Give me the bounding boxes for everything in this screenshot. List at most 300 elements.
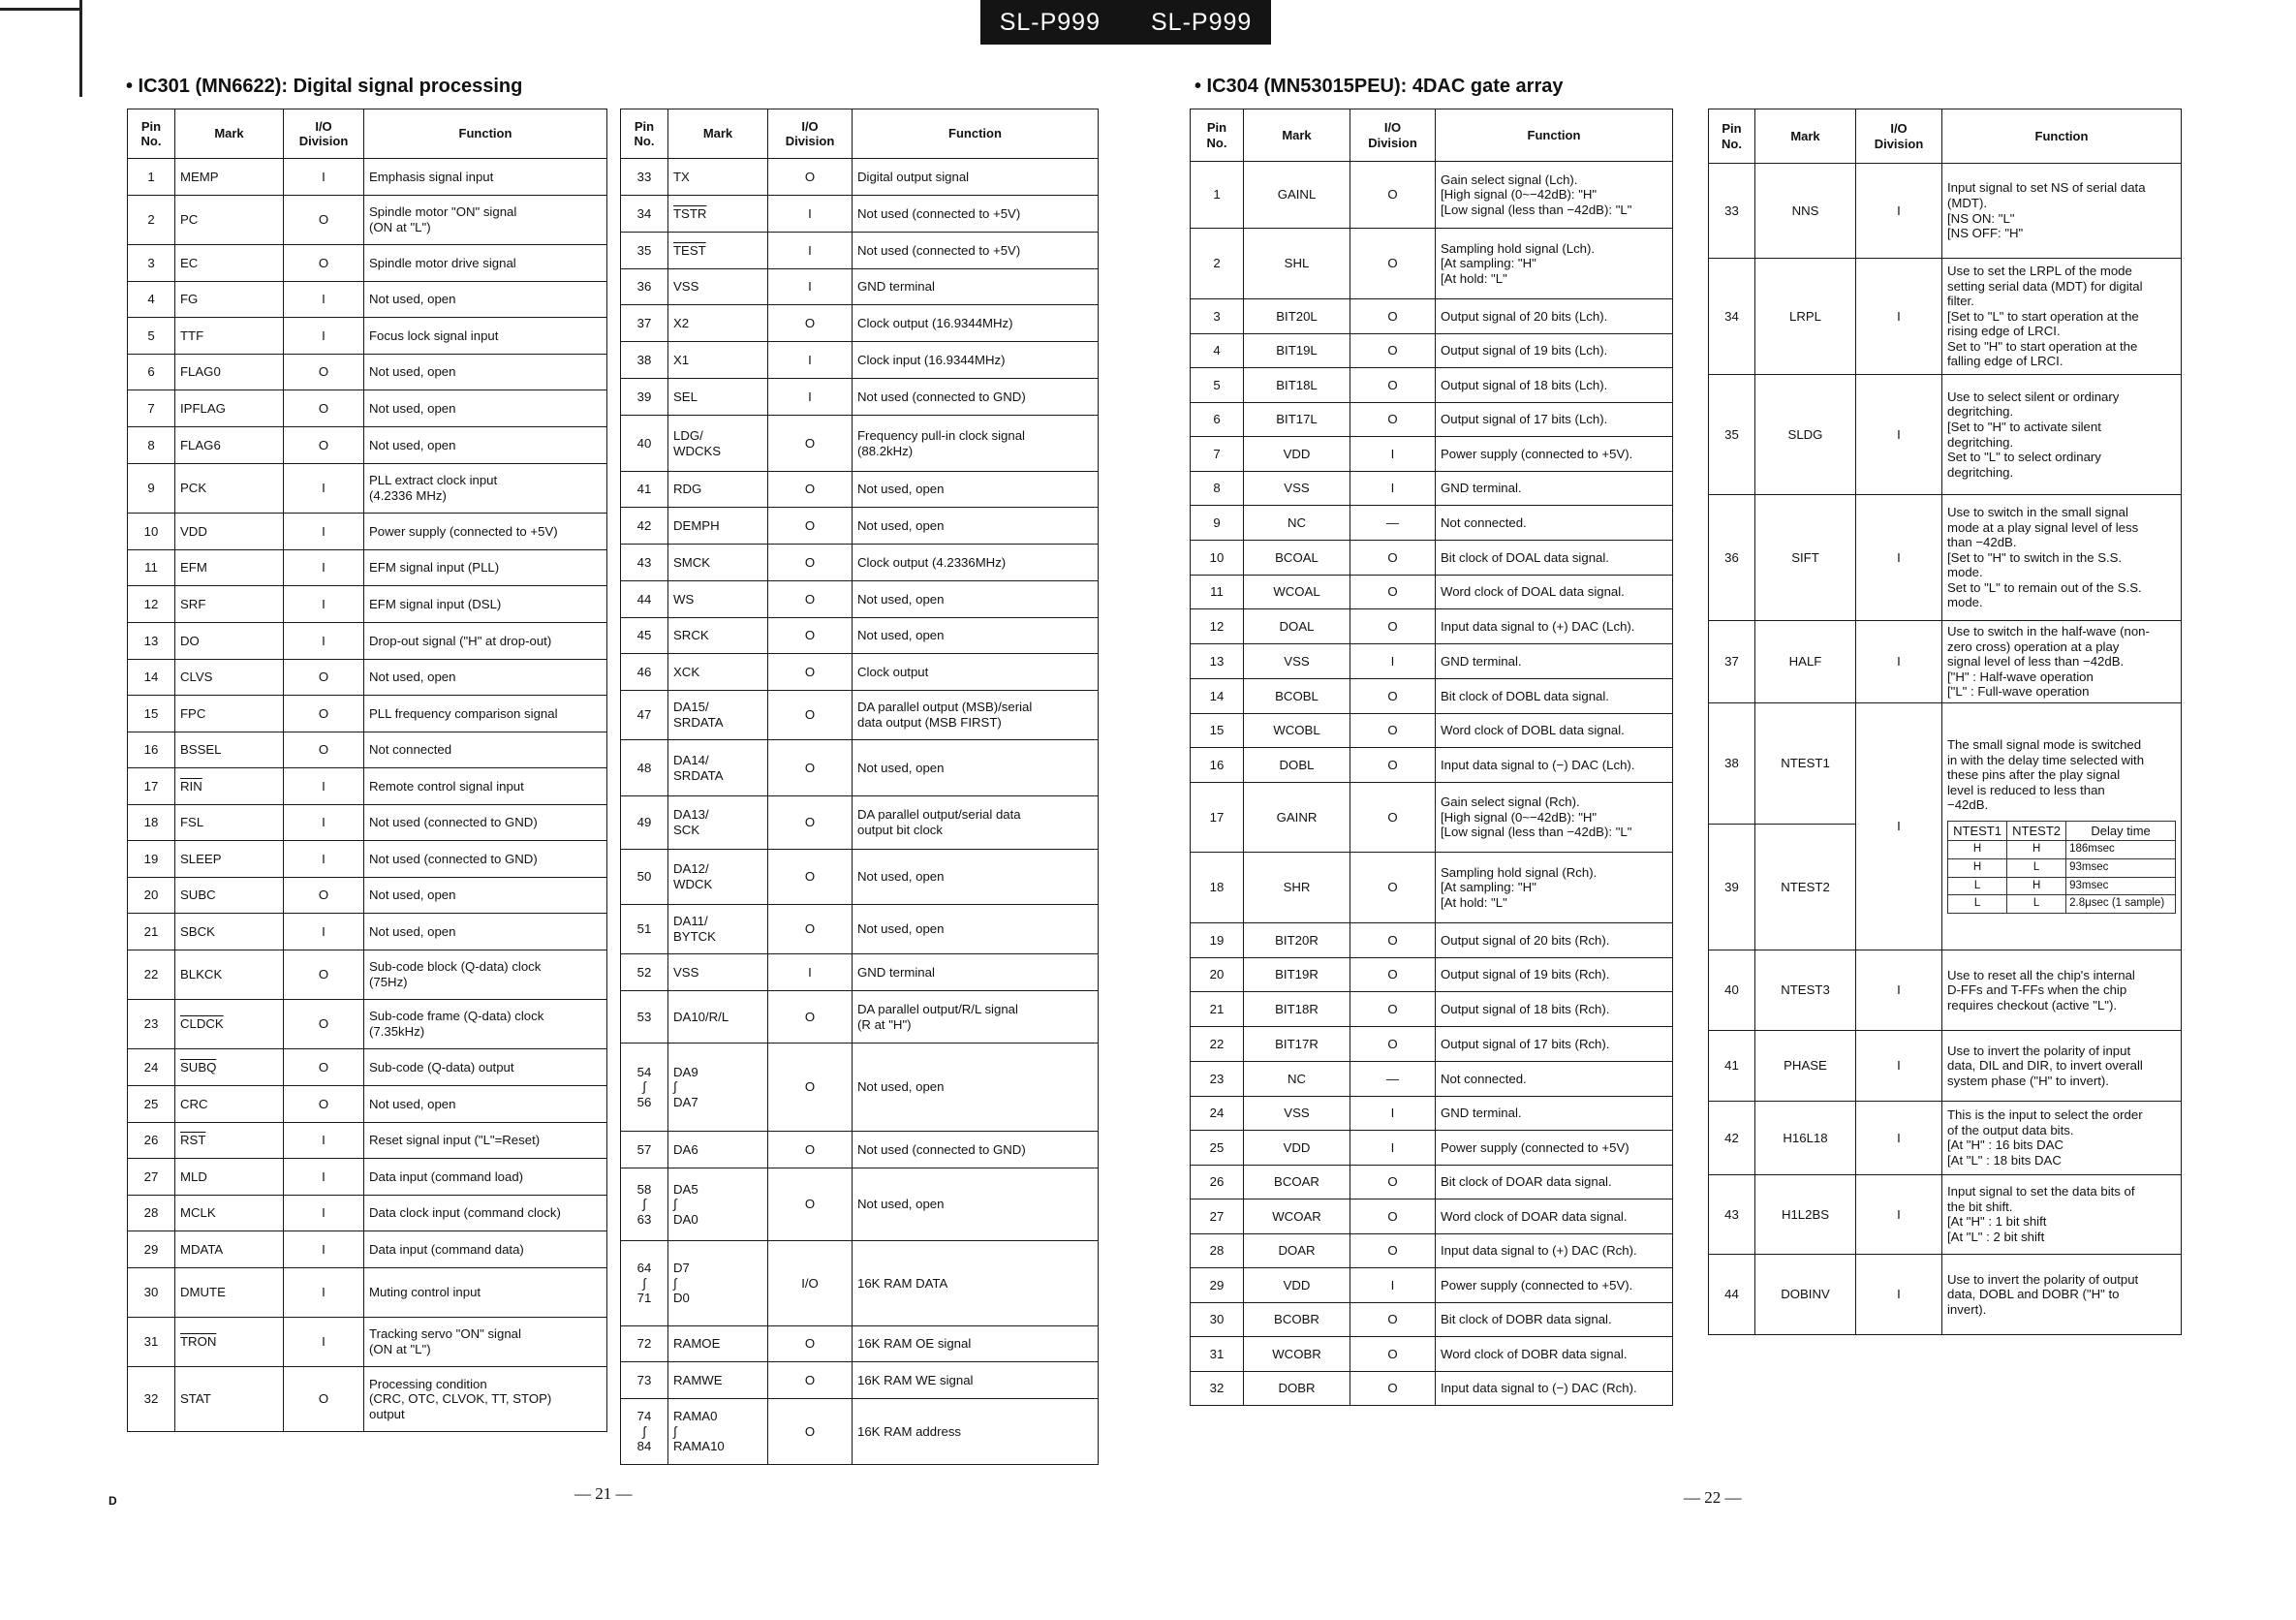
io-division: I	[1856, 621, 1942, 703]
table-row	[1191, 472, 1673, 506]
pin-number: 20	[1191, 958, 1244, 992]
pin-mark: PCK	[175, 464, 284, 514]
pin-number: 25	[128, 1086, 175, 1123]
table-row	[1191, 853, 1673, 923]
pin-number: 7	[1191, 437, 1244, 472]
pin-function: Not used, open	[853, 850, 1099, 905]
io-division: O	[768, 740, 853, 796]
io-division: O	[1350, 853, 1436, 923]
table-row	[621, 416, 1099, 472]
pin-mark: $\overline{RIN}$	[175, 768, 284, 805]
table-row	[621, 305, 1099, 342]
io-division: O	[284, 1367, 364, 1432]
pin-function: 16K RAM address	[853, 1399, 1099, 1465]
pin-mark: NC	[1244, 506, 1350, 541]
table-row	[128, 1367, 607, 1432]
pin-number: 42	[621, 508, 668, 545]
pin-number: 74 ∫ 84	[621, 1399, 668, 1465]
pin-function: Not used (connected to GND)	[364, 805, 607, 841]
pin-number: 39	[621, 379, 668, 416]
pin-number: 24	[1191, 1097, 1244, 1131]
pin-function: Sampling hold signal (Rch). [At sampling: "H" [At hold: "L"	[1436, 853, 1673, 923]
io-division: O	[1350, 229, 1436, 299]
io-division: I	[284, 318, 364, 355]
pin-mark: VSS	[668, 954, 768, 991]
pin-number: 22	[128, 950, 175, 1000]
pin-number: 16	[1191, 748, 1244, 783]
table-row	[621, 654, 1099, 691]
io-division: O	[284, 355, 364, 390]
pin-function: Not used, open	[364, 878, 607, 914]
delay-table-cell: L	[1948, 877, 2007, 895]
io-division: O	[768, 796, 853, 850]
table-row	[1709, 1254, 2182, 1334]
io-division: O	[768, 654, 853, 691]
pin-number: 35	[1709, 375, 1755, 495]
column-header: I/O Division	[768, 109, 853, 159]
pin-mark: DA15/ SRDATA	[668, 691, 768, 740]
table-row	[1191, 679, 1673, 714]
pin-mark: SBCK	[175, 914, 284, 950]
io-division: O	[768, 691, 853, 740]
pin-number: 32	[128, 1367, 175, 1432]
io-division: O	[284, 878, 364, 914]
page-number-left: — 21 —	[574, 1484, 633, 1503]
table-row	[621, 379, 1099, 416]
io-division: O	[1350, 162, 1436, 229]
pin-mark: EFM	[175, 550, 284, 586]
table-row	[1191, 958, 1673, 992]
pin-function: Data input (command data)	[364, 1231, 607, 1268]
io-division: O	[1350, 576, 1436, 609]
pin-number: 64 ∫ 71	[621, 1241, 668, 1326]
table-row	[621, 269, 1099, 305]
table-row	[128, 159, 607, 196]
pin-function: Reset signal input ("L"=Reset)	[364, 1123, 607, 1159]
pin-function: Bit clock of DOBL data signal.	[1436, 679, 1673, 714]
pin-mark: CLVS	[175, 660, 284, 696]
table-row	[1709, 164, 2182, 259]
pin-mark: DO	[175, 623, 284, 660]
delay-table-cell: L	[2007, 895, 2066, 914]
column-header: Function	[1436, 109, 1673, 162]
pin-mark: BIT18L	[1244, 368, 1350, 403]
pin-function: Use to reset all the chip's internal D-FFs and T-FFs when the chip requires checkout (active "L").	[1942, 950, 2182, 1030]
table-row	[1191, 576, 1673, 609]
pin-mark: VDD	[175, 514, 284, 550]
pin-number: 29	[128, 1231, 175, 1268]
pin-mark: FSL	[175, 805, 284, 841]
pin-mark: NC	[1244, 1062, 1350, 1097]
pin-number: 32	[1191, 1372, 1244, 1406]
pin-function: Use to select silent or ordinary degritching. [Set to "H" to activate silent degritching. Set to "L" to select ordinary degritching.	[1942, 375, 2182, 495]
pin-number: 4	[1191, 334, 1244, 368]
pin-mark: NTEST2	[1755, 824, 1856, 950]
io-division: I	[1856, 1254, 1942, 1334]
io-division: O	[1350, 1303, 1436, 1337]
column-header: I/O Division	[1856, 109, 1942, 164]
pin-mark: TSTR	[668, 196, 768, 233]
pin-number: 35	[621, 233, 668, 269]
io-division: O	[1350, 714, 1436, 748]
io-division: O	[768, 618, 853, 654]
pin-mark: BSSEL	[175, 732, 284, 768]
table-row	[1191, 609, 1673, 644]
io-division: O	[1350, 1166, 1436, 1199]
table-row	[128, 1159, 607, 1196]
pin-mark: SLEEP	[175, 841, 284, 878]
io-division: O	[768, 1168, 853, 1241]
pin-mark: BIT17L	[1244, 403, 1350, 437]
io-division: I	[284, 768, 364, 805]
table-row	[621, 159, 1099, 196]
pin-mark: DA12/ WDCK	[668, 850, 768, 905]
table-row	[1709, 702, 2182, 824]
pin-number: 23	[1191, 1062, 1244, 1097]
pin-mark: SHR	[1244, 853, 1350, 923]
pin-function: Not used, open	[364, 660, 607, 696]
table-row	[1191, 403, 1673, 437]
pin-function: Power supply (connected to +5V).	[1436, 1268, 1673, 1303]
pin-function: Sub-code block (Q-data) clock (75Hz)	[364, 950, 607, 1000]
io-division: O	[1350, 783, 1436, 853]
table-row	[1709, 259, 2182, 375]
pin-mark: TEST	[668, 233, 768, 269]
table-row	[128, 464, 607, 514]
io-division: O	[1350, 299, 1436, 334]
io-division: I	[1350, 472, 1436, 506]
table-row	[1191, 299, 1673, 334]
pin-number: 50	[621, 850, 668, 905]
table-row	[1191, 644, 1673, 679]
table-row	[128, 586, 607, 623]
io-division: O	[284, 390, 364, 427]
pin-number: 25	[1191, 1131, 1244, 1166]
pin-number: 42	[1709, 1101, 1755, 1174]
pin-function: Not connected.	[1436, 1062, 1673, 1097]
page-header	[980, 0, 1271, 45]
table-row	[1709, 1174, 2182, 1254]
pin-number: 36	[621, 269, 668, 305]
pin-number: 22	[1191, 1027, 1244, 1062]
pin-function: EFM signal input (DSL)	[364, 586, 607, 623]
pin-number: 46	[621, 654, 668, 691]
pin-mark: DA11/ BYTCK	[668, 905, 768, 954]
pin-number: 33	[621, 159, 668, 196]
pin-number: 14	[128, 660, 175, 696]
pin-mark: VSS	[1244, 644, 1350, 679]
pin-mark: GAINL	[1244, 162, 1350, 229]
table-row	[1709, 1030, 2182, 1101]
pin-mark: X2	[668, 305, 768, 342]
pin-function: Not used, open	[364, 355, 607, 390]
pin-function: Not used, open	[853, 508, 1099, 545]
pin-function: EFM signal input (PLL)	[364, 550, 607, 586]
pin-number: 10	[128, 514, 175, 550]
pin-mark: H16L18	[1755, 1101, 1856, 1174]
io-division: I	[1350, 644, 1436, 679]
pin-mark: TRON	[175, 1318, 284, 1367]
pin-mark: DMUTE	[175, 1268, 284, 1318]
io-division: O	[1350, 1372, 1436, 1406]
pin-function: Not used, open	[364, 390, 607, 427]
pin-function: DA parallel output/R/L signal (R at "H")	[853, 991, 1099, 1044]
io-division: I	[284, 586, 364, 623]
io-division: I	[1350, 1097, 1436, 1131]
io-division: I	[1856, 950, 1942, 1030]
table-row	[1191, 229, 1673, 299]
delay-table-header: Delay time	[2066, 822, 2176, 841]
pin-function: Input data signal to (+) DAC (Rch).	[1436, 1234, 1673, 1268]
pin-number: 6	[128, 355, 175, 390]
io-division: I	[284, 623, 364, 660]
table-row	[128, 1268, 607, 1318]
pin-function: Word clock of DOBR data signal.	[1436, 1337, 1673, 1372]
io-division: O	[1350, 1027, 1436, 1062]
pin-number: 1	[1191, 162, 1244, 229]
pin-function: GND terminal	[853, 954, 1099, 991]
pin-function: Output signal of 17 bits (Lch).	[1436, 403, 1673, 437]
pin-function: Clock output (4.2336MHz)	[853, 545, 1099, 581]
pin-function: Not used, open	[853, 905, 1099, 954]
io-division: I/O	[768, 1241, 853, 1326]
io-division: O	[284, 950, 364, 1000]
pin-mark: FG	[175, 282, 284, 318]
io-division: I	[1856, 495, 1942, 621]
pin-number: 9	[1191, 506, 1244, 541]
io-division: I	[768, 196, 853, 233]
io-division: O	[768, 581, 853, 618]
table-row	[128, 805, 607, 841]
pin-mark: SUBQ	[175, 1049, 284, 1086]
pin-function: Not used, open	[853, 1044, 1099, 1132]
pin-number: 26	[1191, 1166, 1244, 1199]
pin-mark: MDATA	[175, 1231, 284, 1268]
pin-function: PLL extract clock input (4.2336 MHz)	[364, 464, 607, 514]
table-row	[1191, 506, 1673, 541]
pin-function: Not used, open	[853, 740, 1099, 796]
pin-mark: IPFLAG	[175, 390, 284, 427]
pin-number: 17	[128, 768, 175, 805]
pin-number: 5	[128, 318, 175, 355]
table-row	[128, 355, 607, 390]
pin-function: Input signal to set NS of serial data (MDT). [NS ON: "L" [NS OFF: "H"	[1942, 164, 2182, 259]
io-division: I	[768, 342, 853, 379]
table-row	[621, 1362, 1099, 1399]
table-row	[128, 841, 607, 878]
pin-mark: WCOAR	[1244, 1199, 1350, 1234]
pin-number: 21	[128, 914, 175, 950]
pin-mark: LDG/ WDCKS	[668, 416, 768, 472]
io-division: I	[284, 1123, 364, 1159]
table-row	[128, 623, 607, 660]
io-division: O	[768, 1326, 853, 1362]
pin-mark: NTEST1	[1755, 702, 1856, 824]
pin-mark: VSS	[1244, 472, 1350, 506]
table-row	[1191, 1027, 1673, 1062]
pin-function: Use to switch in the small signal mode at a play signal level of less than −42dB. [Set to "H" to switch in the S.S. mode. Set to "L" to remain out of the S.S. mode.	[1942, 495, 2182, 621]
table-row	[128, 914, 607, 950]
pin-function: Word clock of DOBL data signal.	[1436, 714, 1673, 748]
pin-mark: BIT19L	[1244, 334, 1350, 368]
io-division: O	[1350, 1234, 1436, 1268]
pin-number: 20	[128, 878, 175, 914]
ic301-table-left	[127, 109, 607, 1432]
pin-mark: SLDG	[1755, 375, 1856, 495]
pin-function: Sub-code frame (Q-data) clock (7.35kHz)	[364, 1000, 607, 1049]
pin-function: Not used, open	[364, 914, 607, 950]
io-division: O	[284, 1086, 364, 1123]
column-header: Pin No.	[128, 109, 175, 159]
table-row	[1191, 714, 1673, 748]
pin-mark: LRPL	[1755, 259, 1856, 375]
pin-number: 24	[128, 1049, 175, 1086]
table-row	[621, 905, 1099, 954]
pin-number: 11	[1191, 576, 1244, 609]
pin-mark: CLDCK	[175, 1000, 284, 1049]
table-row	[128, 282, 607, 318]
delay-table-cell: 186msec	[2066, 841, 2176, 859]
delay-table-cell: 93msec	[2066, 877, 2176, 895]
pin-function: Not used (connected to GND)	[853, 379, 1099, 416]
pin-mark: STAT	[175, 1367, 284, 1432]
pin-function: Bit clock of DOAR data signal.	[1436, 1166, 1673, 1199]
pin-number: 28	[128, 1196, 175, 1231]
pin-mark: BCOAR	[1244, 1166, 1350, 1199]
pin-function: This is the input to select the order of the output data bits. [At "H" : 16 bits DAC [At "L" : 18 bits DAC	[1942, 1101, 2182, 1174]
pin-function: Word clock of DOAR data signal.	[1436, 1199, 1673, 1234]
table-row	[1191, 368, 1673, 403]
pin-function: Emphasis signal input	[364, 159, 607, 196]
pin-number: 13	[1191, 644, 1244, 679]
pin-mark: VDD	[1244, 1268, 1350, 1303]
pin-function: Use to invert the polarity of input data, DIL and DIR, to invert overall system phase ("H" to invert).	[1942, 1030, 2182, 1101]
pin-mark: NTEST3	[1755, 950, 1856, 1030]
table-row	[621, 581, 1099, 618]
io-division: O	[284, 732, 364, 768]
pin-function: Not connected	[364, 732, 607, 768]
pin-mark: DOBINV	[1755, 1254, 1856, 1334]
column-header: Pin No.	[1191, 109, 1244, 162]
io-division: I	[284, 1268, 364, 1318]
pin-number: 43	[621, 545, 668, 581]
pin-function: Not used (connected to +5V)	[853, 196, 1099, 233]
io-division: O	[768, 1044, 853, 1132]
pin-function: Data input (command load)	[364, 1159, 607, 1196]
pin-number: 27	[1191, 1199, 1244, 1234]
table-row	[1191, 437, 1673, 472]
delay-table-cell: H	[2007, 841, 2066, 859]
io-division: O	[1350, 1337, 1436, 1372]
pin-function: Clock output	[853, 654, 1099, 691]
table-row	[128, 427, 607, 464]
pin-mark: RDG	[668, 472, 768, 508]
table-row	[128, 696, 607, 732]
pin-number: 13	[128, 623, 175, 660]
io-division: I	[1856, 164, 1942, 259]
pin-mark: DEMPH	[668, 508, 768, 545]
io-division: I	[1856, 1174, 1942, 1254]
pin-function: Spindle motor "ON" signal (ON at "L")	[364, 196, 607, 245]
pin-function: Not used, open	[364, 1086, 607, 1123]
delay-table-cell: L	[2007, 858, 2066, 877]
pin-mark: MCLK	[175, 1196, 284, 1231]
pin-mark: DA10/R/L	[668, 991, 768, 1044]
pin-function: Remote control signal input	[364, 768, 607, 805]
pin-function: Power supply (connected to +5V)	[1436, 1131, 1673, 1166]
table-row	[1191, 1268, 1673, 1303]
pin-function: Input data signal to (−) DAC (Lch).	[1436, 748, 1673, 783]
pin-number: 4	[128, 282, 175, 318]
table-row	[1191, 1199, 1673, 1234]
pin-number: 73	[621, 1362, 668, 1399]
io-division: I	[284, 1318, 364, 1367]
pin-number: 31	[128, 1318, 175, 1367]
pin-function: Power supply (connected to +5V)	[364, 514, 607, 550]
table-row	[128, 514, 607, 550]
pin-mark: SEL	[668, 379, 768, 416]
pin-number: 19	[1191, 923, 1244, 958]
header-model-left: SL-P999	[999, 8, 1101, 36]
delay-table-row	[1948, 858, 2176, 877]
table-row	[621, 1044, 1099, 1132]
table-row	[128, 1318, 607, 1367]
pin-number: 27	[128, 1159, 175, 1196]
page-number-right: — 22 —	[1684, 1488, 1742, 1507]
pin-function: Focus lock signal input	[364, 318, 607, 355]
table-row	[128, 1049, 607, 1086]
table-row	[1709, 375, 2182, 495]
column-header: I/O Division	[1350, 109, 1436, 162]
io-division: I	[284, 550, 364, 586]
pin-mark: BCOAL	[1244, 541, 1350, 576]
table-row	[621, 196, 1099, 233]
pin-function: Data clock input (command clock)	[364, 1196, 607, 1231]
pin-mark: MLD	[175, 1159, 284, 1196]
pin-function: Output signal of 17 bits (Rch).	[1436, 1027, 1673, 1062]
io-division: I	[284, 1159, 364, 1196]
table-row	[128, 550, 607, 586]
io-division: I	[284, 841, 364, 878]
pin-mark: SUBC	[175, 878, 284, 914]
pin-number: 34	[621, 196, 668, 233]
pin-number: 26	[128, 1123, 175, 1159]
io-division: I	[768, 379, 853, 416]
io-division: I	[1856, 375, 1942, 495]
pin-number: 47	[621, 691, 668, 740]
pin-number: 40	[621, 416, 668, 472]
pin-number: 40	[1709, 950, 1755, 1030]
pin-number: 58 ∫ 63	[621, 1168, 668, 1241]
pin-function: Clock input (16.9344MHz)	[853, 342, 1099, 379]
pin-number: 41	[1709, 1030, 1755, 1101]
pin-mark: CRC	[175, 1086, 284, 1123]
io-division: I	[284, 514, 364, 550]
io-division: O	[1350, 541, 1436, 576]
column-header: Function	[364, 109, 607, 159]
pin-number: 39	[1709, 824, 1755, 950]
pin-mark: HALF	[1755, 621, 1856, 703]
io-division: O	[768, 159, 853, 196]
pin-mark: WCOAL	[1244, 576, 1350, 609]
table-row	[621, 1326, 1099, 1362]
pin-mark: VDD	[1244, 437, 1350, 472]
pin-mark: DA5 ∫ DA0	[668, 1168, 768, 1241]
io-division: O	[768, 1132, 853, 1168]
table-row	[128, 950, 607, 1000]
pin-mark: DA13/ SCK	[668, 796, 768, 850]
io-division: O	[1350, 958, 1436, 992]
